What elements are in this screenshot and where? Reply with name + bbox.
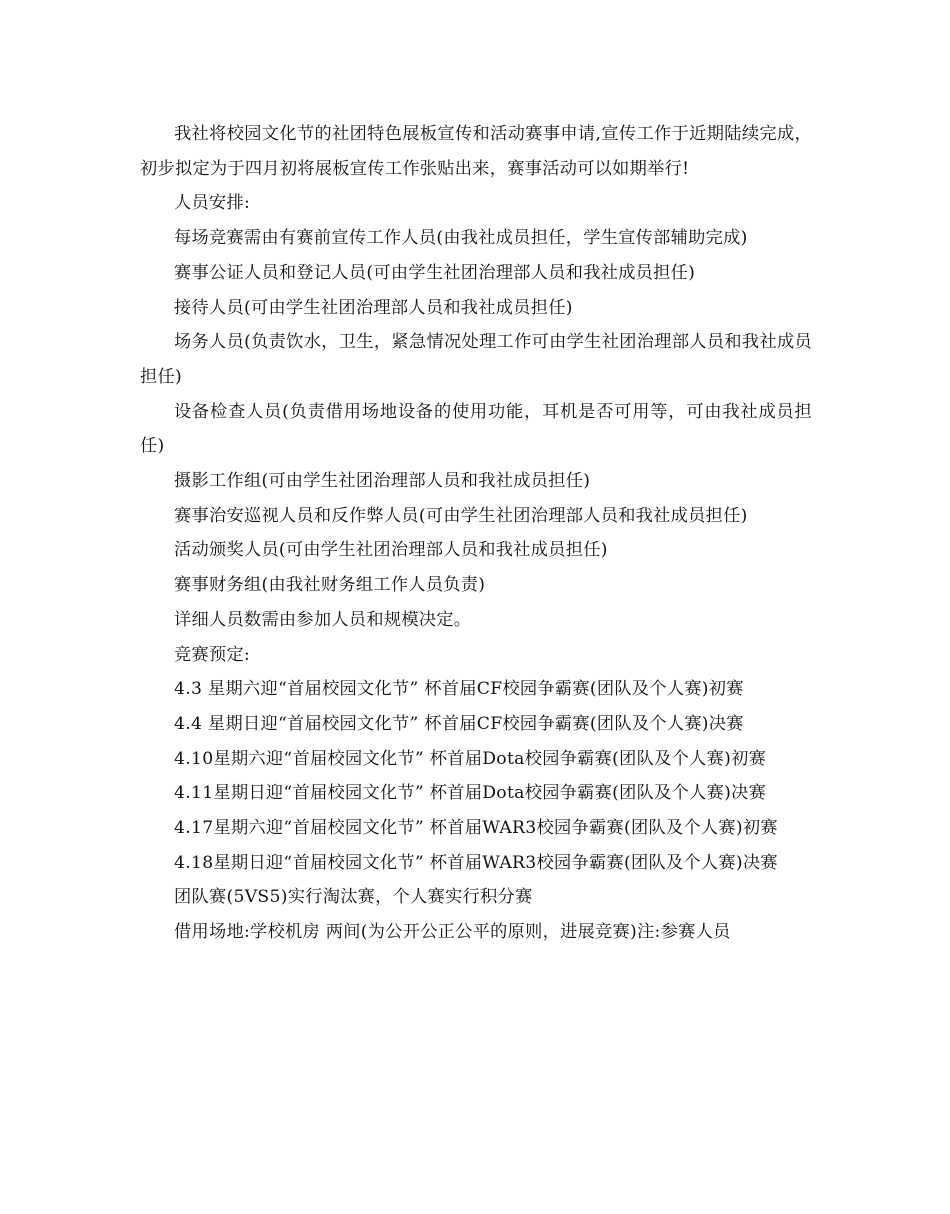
schedule-item-war3-final: 4.18星期日迎“首届校园文化节” 杯首届WAR3校园争霸赛(团队及个人赛)决赛 <box>174 852 778 873</box>
paragraph-staff-venue: 场务人员(负责饮水，卫生，紧急情况处理工作可由学生社团治理部人员和我社成员担任) <box>140 332 812 387</box>
document-body <box>140 117 812 950</box>
paragraph-staff-security: 赛事治安巡视人员和反作弊人员(可由学生社团治理部人员和我社成员担任) <box>174 505 748 526</box>
heading-staffing: 人员安排: <box>174 193 251 214</box>
paragraph-staff-equipment: 设备检查人员(负责借用场地设备的使用功能，耳机是否可用等，可由我社成员担任) <box>140 401 812 457</box>
paragraph-intro: 我社将校园文化节的社团特色展板宣传和活动赛事申请,宣传工作于近期陆续完成，初步拟定为于四月初将展板宣传工作张贴出来，赛事活动可以如期举行! <box>140 124 812 179</box>
schedule-item-cf-prelim: 4.3 星期六迎“首届校园文化节” 杯首届CF校园争霸赛(团队及个人赛)初赛 <box>174 679 744 700</box>
paragraph-staff-photography: 摄影工作组(可由学生社团治理部人员和我社成员担任) <box>174 471 591 492</box>
paragraph-staff-notary: 赛事公证人员和登记人员(可由学生社团治理部人员和我社成员担任) <box>174 262 696 283</box>
paragraph-staff-finance: 赛事财务组(由我社财务组工作人员负责) <box>174 575 486 596</box>
schedule-item-dota-prelim: 4.10星期六迎“首届校园文化节” 杯首届Dota校园争霸赛(团队及个人赛)初赛 <box>174 748 767 769</box>
paragraph-staff-awards: 活动颁奖人员(可由学生社团治理部人员和我社成员担任) <box>174 540 608 561</box>
heading-schedule: 竞赛预定: <box>174 644 251 665</box>
schedule-item-war3-prelim: 4.17星期六迎“首届校园文化节” 杯首届WAR3校园争霸赛(团队及个人赛)初赛 <box>174 818 778 839</box>
paragraph-staff-count: 详细人员数需由参加人员和规模决定。 <box>174 609 472 630</box>
schedule-item-dota-final: 4.11星期日迎“首届校园文化节” 杯首届Dota校园争霸赛(团队及个人赛)决赛 <box>174 783 767 804</box>
paragraph-venue: 借用场地:学校机房 两间(为公开公正公平的原则，进展竞赛)注:参赛人员 <box>174 922 731 943</box>
paragraph-staff-publicity: 每场竞赛需由有赛前宣传工作人员(由我社成员担任，学生宣传部辅助完成) <box>174 228 748 249</box>
schedule-item-cf-final: 4.4 星期日迎“首届校园文化节” 杯首届CF校园争霸赛(团队及个人赛)决赛 <box>174 713 744 734</box>
paragraph-staff-reception: 接待人员(可由学生社团治理部人员和我社成员担任) <box>174 297 573 318</box>
paragraph-format: 团队赛(5VS5)实行淘汰赛，个人赛实行积分赛 <box>174 887 533 908</box>
